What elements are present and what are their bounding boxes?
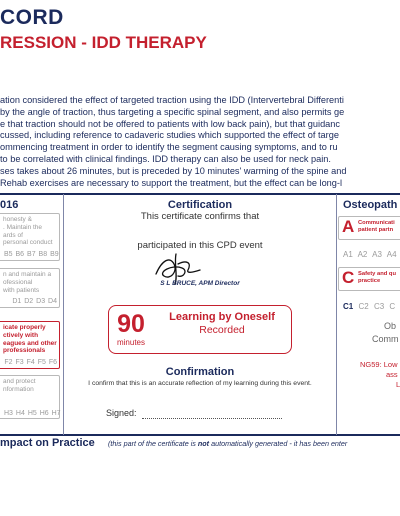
signature-field[interactable] — [142, 418, 282, 419]
impact-on-practice-title: mpact on Practice — [0, 437, 95, 449]
theme-code: C — [389, 302, 396, 311]
signatory-name: S L BRUCE, APM Director — [160, 280, 240, 287]
description-line: ses takes about 26 minutes, but is preceded by 10 minutes' warming of the spine and — [0, 165, 347, 176]
standard-code: B5 — [4, 251, 13, 259]
description-line: ommencing treatment in order to identify the segment causing symptoms, and to ru — [0, 142, 338, 153]
standards-year-title: 016 — [0, 199, 19, 211]
standard-text: professionals — [3, 347, 46, 355]
standard-codes — [3, 298, 57, 306]
guideline-line: NG59: Low — [360, 360, 398, 369]
theme-code: A4 — [386, 250, 397, 259]
standard-box-f-selected — [0, 321, 60, 369]
theme-line: Communicati — [358, 220, 395, 226]
osteopathic-practice-title: Osteopath — [343, 199, 398, 211]
right-column-divider — [336, 194, 337, 435]
theme-box-a — [338, 216, 400, 240]
standard-box-b — [0, 213, 60, 261]
theme-code-selected: C1 — [343, 302, 354, 311]
theme-box-c — [338, 267, 400, 291]
description-line: ation considered the effect of targeted traction using the IDD (Intervertebral Differenti — [0, 95, 344, 105]
theme-line: Safety and qu — [358, 271, 397, 277]
description-line: to be correlated with clinical findings. IDD therapy can also be used for neck pain. — [0, 153, 331, 164]
theme-code: A1 — [343, 250, 353, 259]
impact-note-emphasis: not — [197, 439, 210, 448]
guideline-line: ass — [386, 370, 398, 379]
impact-note-text: (this part of the certificate is — [108, 439, 198, 448]
standard-codes — [3, 409, 61, 418]
confirmation-title: Confirmation — [165, 366, 235, 378]
objectives-label: Ob — [384, 321, 397, 331]
standard-text: ards of — [3, 231, 23, 239]
standard-box-h — [0, 375, 60, 419]
standard-code: F5 — [37, 359, 46, 367]
description-line: by the angle of traction, thus targeting a specific spinal segment, and also permits ge — [0, 106, 345, 117]
theme-code: C3 — [373, 302, 385, 311]
signed-label: Signed: — [106, 408, 137, 418]
confirmation-text: I confirm that this is an accurate reflection of my learning during this event. — [88, 380, 312, 387]
learning-status: Recorded — [199, 324, 245, 336]
standard-text: . Maintain the — [3, 223, 43, 231]
guideline-reference — [360, 360, 400, 390]
standard-code: B8 — [38, 251, 48, 259]
page-subtitle: RESSION - IDD THERAPY — [0, 33, 207, 52]
theme-text-c — [358, 271, 396, 285]
standard-code: B9 — [50, 251, 59, 259]
standard-text: and protect — [3, 378, 36, 385]
theme-line: practice — [358, 278, 381, 284]
standard-text: with patients — [3, 286, 40, 294]
standard-code: H7 — [51, 409, 61, 417]
standard-codes — [3, 359, 57, 367]
left-column-divider — [63, 194, 64, 435]
guideline-line: L — [396, 380, 400, 389]
theme-code: C2 — [358, 302, 369, 311]
minutes-value: 90 — [117, 310, 145, 338]
theme-codes-a — [343, 250, 400, 259]
theme-code: A2 — [357, 250, 368, 259]
standard-code: D1 — [12, 298, 22, 306]
learning-type: Learning by Oneself — [169, 311, 275, 323]
standard-code: B6 — [15, 251, 25, 259]
standard-text: honesty & — [3, 216, 32, 223]
standard-code: H4 — [15, 409, 25, 417]
top-divider — [0, 193, 400, 195]
standard-code: F3 — [15, 359, 24, 367]
event-participation-text: participated in this CPD event — [137, 240, 263, 251]
standard-code: D2 — [24, 298, 34, 306]
standard-box-d — [0, 268, 60, 308]
bottom-divider — [0, 434, 400, 436]
standard-text: n and maintain a — [3, 271, 52, 278]
standard-code: H5 — [27, 409, 37, 417]
standard-text: ctively with — [3, 331, 39, 339]
standard-code: B7 — [27, 251, 36, 259]
standard-code: F4 — [26, 359, 35, 367]
standard-code: F6 — [48, 359, 57, 367]
impact-note-text: automatically generated - it has been enter — [209, 439, 348, 448]
description-line: cussed, including reference to cadaveric studies which supported the effect of targe — [0, 130, 339, 141]
minutes-label: minutes — [116, 338, 145, 347]
theme-letter-c: C — [342, 268, 355, 287]
certification-subtitle: This certificate confirms that — [140, 211, 260, 222]
standard-text: ofessional — [3, 278, 33, 286]
standard-code: D4 — [48, 298, 57, 306]
standard-code: D3 — [36, 298, 46, 306]
comments-label: Comm — [372, 334, 399, 344]
theme-code: A3 — [372, 250, 382, 259]
standard-codes — [3, 251, 57, 259]
standard-text: personal conduct — [3, 239, 53, 247]
description-line: Rehab exercises are necessary to support the treatment, but the effect can be long-l — [0, 177, 343, 188]
theme-text-a — [358, 220, 395, 234]
standard-code: H6 — [39, 409, 49, 417]
theme-codes-c — [343, 302, 398, 311]
page-title: CORD — [0, 6, 64, 29]
impact-note — [108, 439, 347, 448]
event-description — [0, 95, 400, 189]
standard-text: icate properly — [3, 324, 46, 331]
standard-code: F2 — [4, 359, 13, 367]
theme-line: patient partn — [358, 227, 394, 233]
theme-letter-a: A — [342, 217, 355, 236]
certification-title: Certification — [167, 199, 233, 211]
standard-code: H3 — [4, 409, 13, 417]
standard-text: nformation — [3, 385, 34, 393]
standard-text: eagues and other — [3, 339, 57, 347]
description-line: e that traction should not be offered to patients with low back pain), but that guidanc — [0, 118, 340, 129]
